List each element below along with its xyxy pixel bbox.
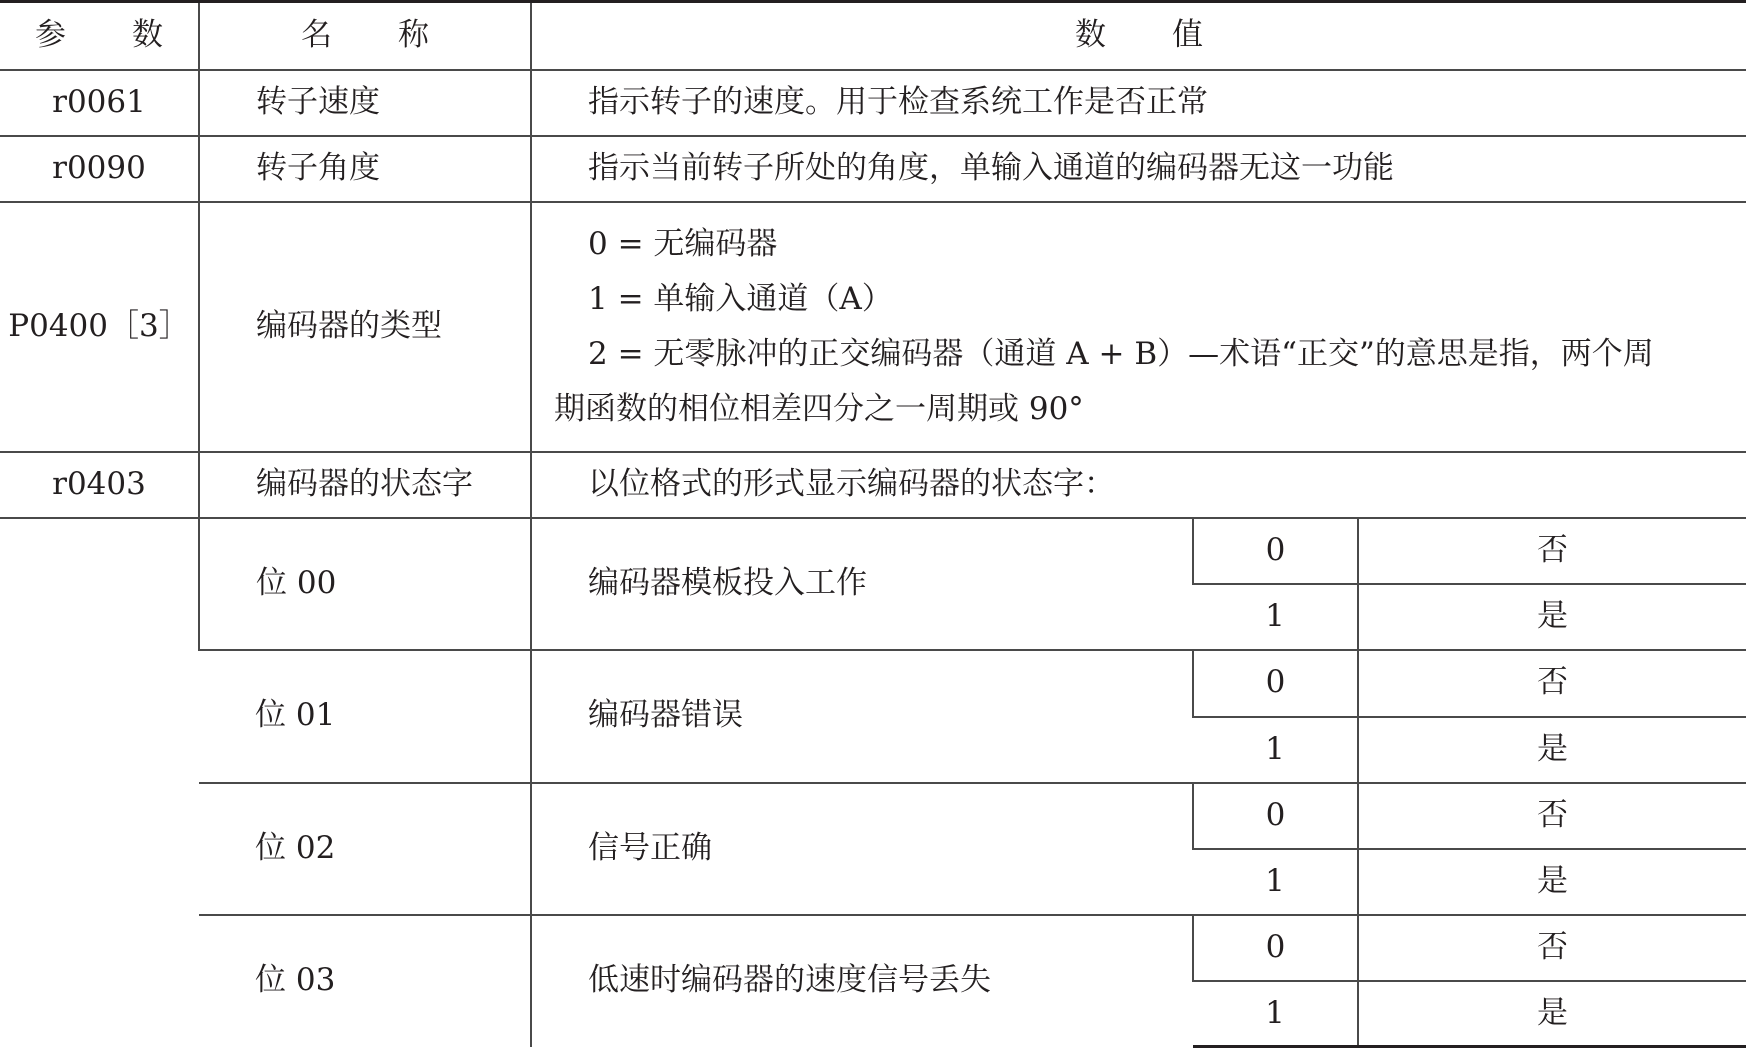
bit-meaning: 否 xyxy=(1358,915,1746,981)
table-row xyxy=(0,452,1746,518)
value-line: 1 = 单输入通道（A） xyxy=(588,280,893,317)
bit-row xyxy=(0,518,1746,584)
bit-desc: 编码器错误 xyxy=(531,650,1193,783)
param-cell: r0061 xyxy=(0,70,199,136)
bit-meaning: 是 xyxy=(1358,717,1746,783)
header-value: 数 值 xyxy=(531,2,1746,70)
name-cell: 编码器的类型 xyxy=(199,202,531,452)
bit-label: 位 01 xyxy=(199,650,531,783)
bit-label: 位 02 xyxy=(199,783,531,915)
header-param: 参 数 xyxy=(0,2,199,70)
bit-meaning: 否 xyxy=(1358,518,1746,584)
param-cell: r0403 xyxy=(0,452,199,518)
value-cell-multiline xyxy=(531,202,1746,452)
value-line: 期函数的相位相差四分之一周期或 90° xyxy=(554,390,1084,427)
bit-value: 1 xyxy=(1193,717,1358,783)
bit-label: 位 00 xyxy=(199,518,531,650)
table-row xyxy=(0,202,1746,452)
param-cell: r0090 xyxy=(0,136,199,202)
table-row xyxy=(0,136,1746,202)
bit-value: 1 xyxy=(1193,584,1358,650)
value-cell: 指示当前转子所处的角度，单输入通道的编码器无这一功能 xyxy=(531,136,1746,202)
bit-desc: 低速时编码器的速度信号丢失 xyxy=(531,915,1193,1047)
value-line: 0 = 无编码器 xyxy=(588,225,778,262)
bit-meaning: 是 xyxy=(1358,584,1746,650)
bit-desc: 信号正确 xyxy=(531,783,1193,915)
bit-value: 0 xyxy=(1193,915,1358,981)
header-row xyxy=(0,2,1746,70)
bit-label: 位 03 xyxy=(199,915,531,1047)
param-cell: P0400［3］ xyxy=(0,202,199,452)
bit-row xyxy=(0,915,1746,981)
header-name: 名 称 xyxy=(199,2,531,70)
empty-param-cell xyxy=(0,518,199,1047)
value-line: 2 = 无零脉冲的正交编码器（通道 A + B）—术语“正交”的意思是指，两个周 xyxy=(588,335,1654,372)
name-cell: 转子角度 xyxy=(199,136,531,202)
bit-meaning: 是 xyxy=(1358,849,1746,915)
bit-value: 0 xyxy=(1193,518,1358,584)
bit-meaning: 是 xyxy=(1358,981,1746,1047)
name-cell: 编码器的状态字 xyxy=(199,452,531,518)
value-cell: 以位格式的形式显示编码器的状态字： xyxy=(531,452,1746,518)
bit-row xyxy=(0,783,1746,849)
value-cell: 指示转子的速度。用于检查系统工作是否正常 xyxy=(531,70,1746,136)
bit-value: 1 xyxy=(1193,849,1358,915)
bit-meaning: 否 xyxy=(1358,783,1746,849)
bit-meaning: 否 xyxy=(1358,650,1746,717)
bit-value: 0 xyxy=(1193,650,1358,717)
table-row xyxy=(0,70,1746,136)
bit-value: 1 xyxy=(1193,981,1358,1047)
bit-value: 0 xyxy=(1193,783,1358,849)
bit-desc: 编码器模板投入工作 xyxy=(531,518,1193,650)
bit-row xyxy=(0,650,1746,717)
name-cell: 转子速度 xyxy=(199,70,531,136)
